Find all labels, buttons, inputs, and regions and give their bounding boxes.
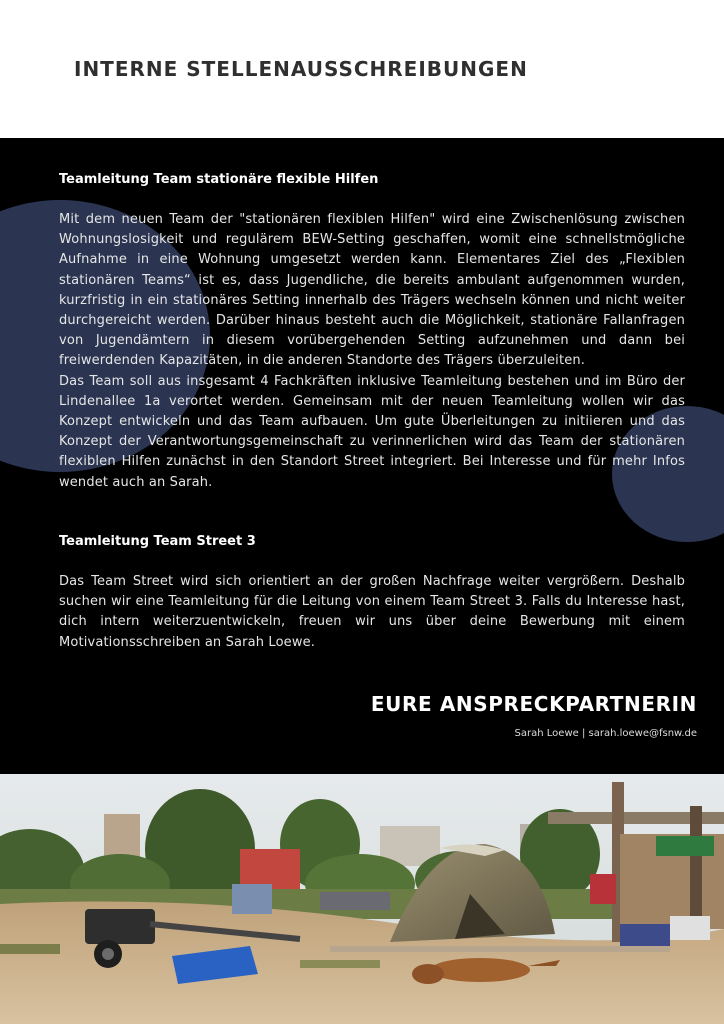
page-header	[0, 0, 724, 138]
encampment-photo	[0, 774, 724, 1024]
encampment-illustration	[0, 774, 724, 1024]
contact-name: Sarah Loewe	[514, 728, 579, 739]
section-body-stationary-team	[59, 210, 685, 493]
contact-email[interactable]: sarah.loewe@fsnw.de	[588, 728, 697, 739]
paragraph-stationary-intro: Mit dem neuen Team der "stationären flexiblen Hilfen" wird eine Zwischenlösung zwischen Wohnungslosigkeit und regulärem BEW-Setting geschaffen, womit eine schnellstmögliche Aufnahme in eine Wohnung umgesetzt werden kann. Elementares Ziel des „Flexiblen stationären Teams“ ist es, dass Jugendliche, die bereits ambulant aufgenommen wurden, kurzfristig in ein stationäres Setting innerhalb des Trägers wechseln können und nicht weiter durchgereicht werden. Darüber hinaus besteht auch die Möglichkeit, stationäre Fallanfragen von Jugendämtern in diesem vorübergehenden Setting aufzunehmen und dann bei freiwerdenden Kapazitäten, in die anderen Standorte des Trägers überzuleiten.	[59, 212, 685, 369]
contact-separator: |	[578, 728, 589, 739]
contact-info	[515, 728, 697, 739]
main-content-panel	[0, 138, 724, 774]
page-title: INTERNE STELLENAUSSCHREIBUNGEN	[74, 57, 528, 81]
paragraph-street-3: Das Team Street wird sich orientiert an der großen Nachfrage weiter vergrößern. Deshalb suchen wir eine Teamleitung für die Leitung von einem Team Street 3. Falls du Interesse hast, dich intern weiterzuentwickeln, freuen wir uns über deine Bewerbung mit einem Motivationsschreiben an Sarah Loewe.	[59, 574, 685, 650]
paragraph-stationary-team: Das Team soll aus insgesamt 4 Fachkräften inklusive Teamleitung bestehen und im Büro der Lindenallee 1a verortet werden. Gemeinsam mit der neuen Teamleitung wollen wir das Konzept entwickeln und das Team aufbauen. Um gute Überleitungen zu initiieren und das Konzept der Verantwortungsgemeinschaft zu verinnerlichen wird das Team der stationären flexiblen Hilfen zunächst in den Standort Street integriert. Bei Interesse und für mehr Infos wendet auch an Sarah.	[59, 373, 685, 490]
section-body-street-3	[59, 572, 685, 653]
contact-title: EURE ANSPRECKPARTNERIN	[370, 692, 697, 716]
section-title-stationary-team: Teamleitung Team stationäre flexible Hilfen	[59, 172, 379, 187]
section-title-street-3: Teamleitung Team Street 3	[59, 534, 256, 549]
